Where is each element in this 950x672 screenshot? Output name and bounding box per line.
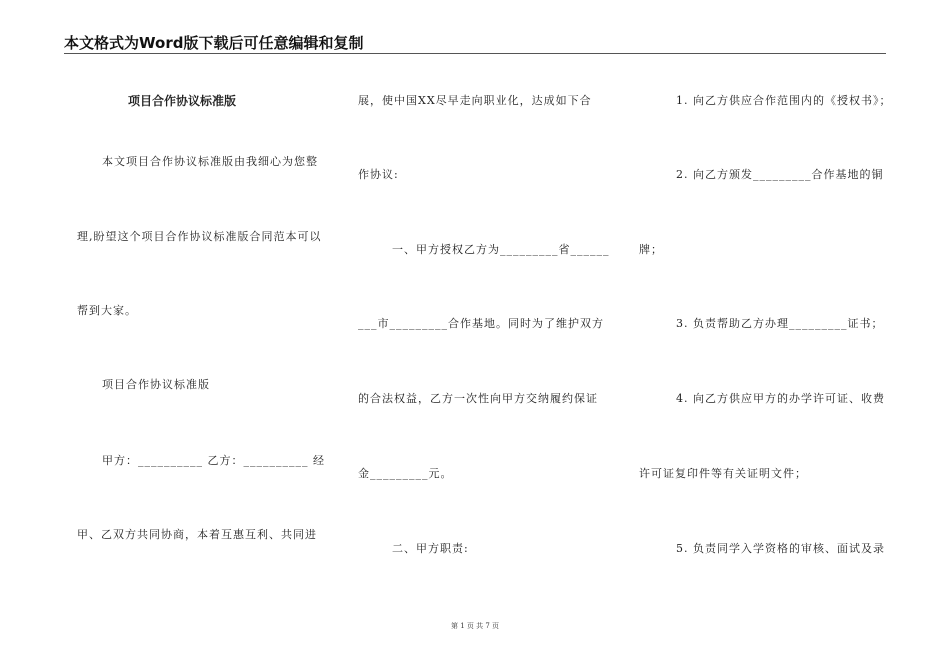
document-header-title: 本文格式为Word版下载后可任意编辑和复制 [64,34,364,52]
list-item: 4. 向乙方供应甲方的办学许可证、收费 [676,392,885,405]
paragraph-line: 的合法权益，乙方一次性向甲方交纳履约保证 [358,392,598,405]
paragraph-line: 帮到大家。 [77,304,137,317]
paragraph-line: 作协议: [358,168,399,181]
paragraph-line: 展，使中国XX尽早走向职业化，达成如下合 [358,94,592,107]
paragraph-line: ___市_________合作基地。同时为了维护双方 [358,317,604,330]
list-item: 2. 向乙方颁发_________合作基地的铜 [676,168,884,181]
paragraph-line: 金_________元。 [358,467,453,480]
list-item-continuation: 牌； [639,243,663,256]
subtitle-line: 项目合作协议标准版 [102,378,210,391]
list-item: 1. 向乙方供应合作范围内的《授权书》； [676,94,892,107]
clause-heading: 二、甲方职责: [392,542,469,555]
paragraph-line: 理,盼望这个项目合作协议标准版合同范本可以 [77,230,322,243]
clause-heading: 一、甲方授权乙方为_________省______ [392,243,610,256]
header-divider [64,53,886,54]
paragraph-line: 本文项目合作协议标准版由我细心为您整 [102,155,318,168]
page-number-footer: 第 1 页 共 7 页 [450,622,500,630]
list-item: 5. 负责同学入学资格的审核、面试及录 [676,542,885,555]
list-item-continuation: 许可证复印件等有关证明文件； [639,467,807,480]
paragraph-line: 甲、乙双方共同协商，本着互惠互利、共同进 [77,528,317,541]
document-title: 项目合作协议标准版 [128,94,237,108]
party-line: 甲方：__________ 乙方：__________ 经 [102,454,325,467]
list-item: 3. 负责帮助乙方办理_________证书； [676,317,884,330]
